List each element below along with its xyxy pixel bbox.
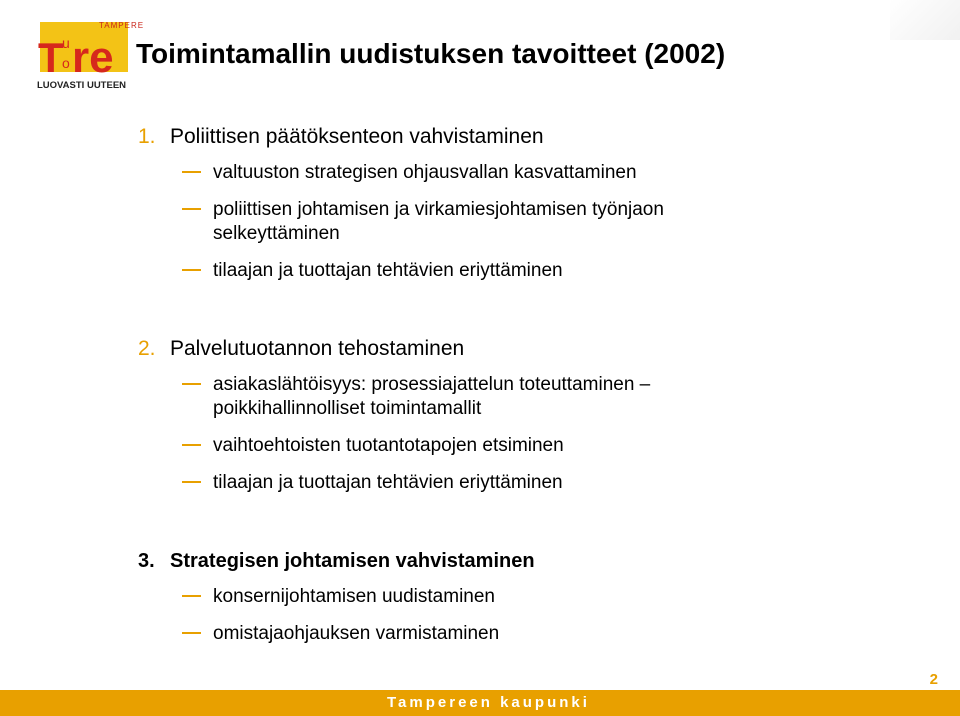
- bullet-item: [138, 161, 664, 185]
- section-number: 3.: [138, 550, 155, 572]
- section-heading: [138, 548, 535, 574]
- section-number: 2.: [138, 337, 156, 360]
- bullet-line: valtuuston strategisen ohjausvallan kasvattaminen: [213, 162, 637, 183]
- section-heading: [138, 336, 650, 362]
- bullet-item: [138, 259, 664, 283]
- logo-tagline: LUOVASTI UUTEEN: [37, 80, 127, 91]
- dash-icon: [182, 444, 201, 446]
- bullet-line: tilaajan ja tuottajan tehtävien eriyttäminen: [213, 260, 563, 281]
- dash-icon: [182, 269, 201, 271]
- footer-text: Tampereen kaupunki: [387, 694, 590, 711]
- section-2: [138, 336, 650, 508]
- section-title: Strategisen johtamisen vahvistaminen: [170, 550, 535, 572]
- bullet-item: [138, 198, 664, 246]
- bullet-item: [138, 434, 650, 458]
- dash-icon: [182, 481, 201, 483]
- section-title: Poliittisen päätöksenteon vahvistaminen: [170, 125, 544, 148]
- bullet-line: poikkihallinnolliset toimintamallit: [213, 398, 482, 419]
- bullet-line: selkeyttäminen: [213, 223, 340, 244]
- dash-icon: [182, 595, 201, 597]
- logo-letters-re: re: [72, 33, 114, 82]
- logo-top-text: TAMPERE: [99, 21, 145, 30]
- logo-letter-t: T: [38, 34, 64, 81]
- tampere-logo: [36, 18, 145, 92]
- bullet-item: [138, 622, 535, 646]
- dash-icon: [182, 171, 201, 173]
- bullet-item: [138, 373, 650, 421]
- section-number: 1.: [138, 125, 156, 148]
- bullet-item: [138, 585, 535, 609]
- bullet-line: poliittisen johtamisen ja virkamiesjohtamisen työnjaon: [213, 199, 664, 220]
- section-3: [138, 548, 535, 659]
- dash-icon: [182, 632, 201, 634]
- logo-small-o: o: [62, 55, 70, 71]
- dash-icon: [182, 383, 201, 385]
- corner-shade: [890, 0, 960, 40]
- slide-title: Toimintamallin uudistuksen tavoitteet (2002): [136, 38, 726, 69]
- section-heading: [138, 124, 664, 150]
- dash-icon: [182, 208, 201, 210]
- bullet-line: vaihtoehtoisten tuotantotapojen etsiminen: [213, 435, 564, 456]
- logo-small-u: u: [62, 35, 70, 51]
- section-1: [138, 124, 664, 296]
- bullet-line: omistajaohjauksen varmistaminen: [213, 623, 500, 644]
- page-number: 2: [929, 671, 938, 688]
- bullet-line: konsernijohtamisen uudistaminen: [213, 586, 495, 607]
- bullet-line: asiakaslähtöisyys: prosessiajattelun toteuttaminen –: [213, 374, 651, 395]
- section-title: Palvelutuotannon tehostaminen: [170, 337, 465, 360]
- bullet-item: [138, 471, 650, 495]
- footer-bar: [0, 690, 960, 716]
- bullet-line: tilaajan ja tuottajan tehtävien eriyttäminen: [213, 472, 563, 493]
